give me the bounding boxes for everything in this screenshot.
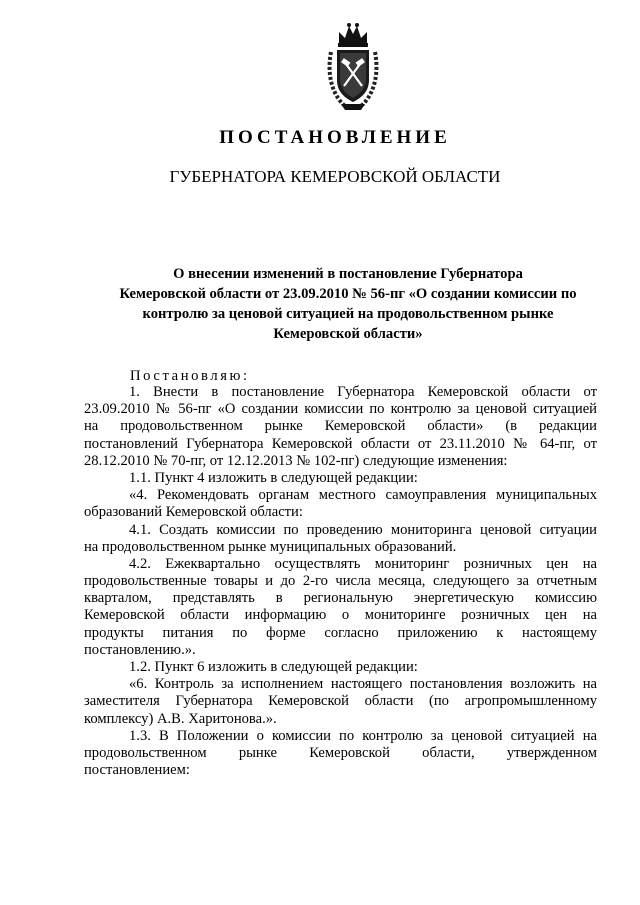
- subject-line: О внесении изменений в постановление Губернатора: [173, 266, 523, 282]
- subject-line: контролю за ценовой ситуацией на продовольственном рынке: [142, 306, 554, 322]
- body-line: «4. Рекомендовать органам местного самоуправления муниципальных: [129, 487, 597, 504]
- body-line: продовольственные товары и до 2-го числа месяца, следующего за отчетным: [84, 573, 597, 590]
- body-line: на продовольственном рынке Кемеровской области» (в редакции: [84, 418, 597, 435]
- body-line: 4.1. Создать комиссии по проведению мониторинга ценовой ситуации: [129, 521, 597, 538]
- body-line: Кемеровской области информацию о мониторинге розничных цен на: [84, 607, 597, 624]
- body-line: 1.2. Пункт 6 изложить в следующей редакции:: [129, 659, 418, 675]
- document-body: [84, 384, 597, 779]
- body-line: образований Кемеровской области:: [84, 504, 303, 521]
- coat-of-arms-icon: [325, 22, 381, 114]
- document-type-heading: ПОСТАНОВЛЕНИЕ: [219, 127, 451, 148]
- body-line: продовольственном рынке Кемеровской области, утвержденном: [84, 744, 597, 761]
- body-line: 1. Внести в постановление Губернатора Кемеровской области от: [129, 384, 597, 400]
- body-line: постановлением:: [84, 762, 190, 779]
- body-line: продукты питания по форме согласно приложению к настоящему: [84, 624, 597, 641]
- body-line: постановлению.».: [84, 641, 196, 658]
- body-line: 1.3. В Положении о комиссии по контролю за ценовой ситуацией на: [129, 727, 597, 744]
- body-line: комплексу) А.В. Харитонова.».: [84, 710, 277, 727]
- body-line: 4.2. Ежеквартально осуществлять мониторинг розничных цен на: [129, 555, 597, 572]
- subject-line: Кемеровской области»: [273, 326, 423, 342]
- body-line: на продовольственном рынке муниципальных образований.: [84, 538, 457, 555]
- document-subject-title: [98, 264, 598, 344]
- body-line: постановлений Губернатора Кемеровской области от 23.11.2010 № 64-пг, от: [84, 435, 597, 452]
- subject-line: Кемеровской области от 23.09.2010 № 56-пг «О создании комиссии по: [119, 286, 577, 302]
- preamble: Постановляю:: [130, 368, 250, 384]
- body-line: 1.1. Пункт 4 изложить в следующей редакции:: [129, 469, 418, 486]
- body-line: 28.12.2010 № 70-пг, от 12.12.2013 № 102-пг) следующие изменения:: [84, 452, 508, 469]
- body-line: «6. Контроль за исполнением настоящего постановления возложить на: [129, 676, 597, 693]
- issuer-heading: ГУБЕРНАТОРА КЕМЕРОВСКОЙ ОБЛАСТИ: [169, 167, 501, 186]
- body-line: 23.09.2010 № 56-пг «О создании комиссии по контролю за ценовой ситуацией: [84, 401, 597, 418]
- body-line: заместителя Губернатора Кемеровской области (по агропромышленному: [84, 693, 597, 710]
- body-line: кварталом, представлять в региональную энергетическую комиссию: [84, 590, 597, 607]
